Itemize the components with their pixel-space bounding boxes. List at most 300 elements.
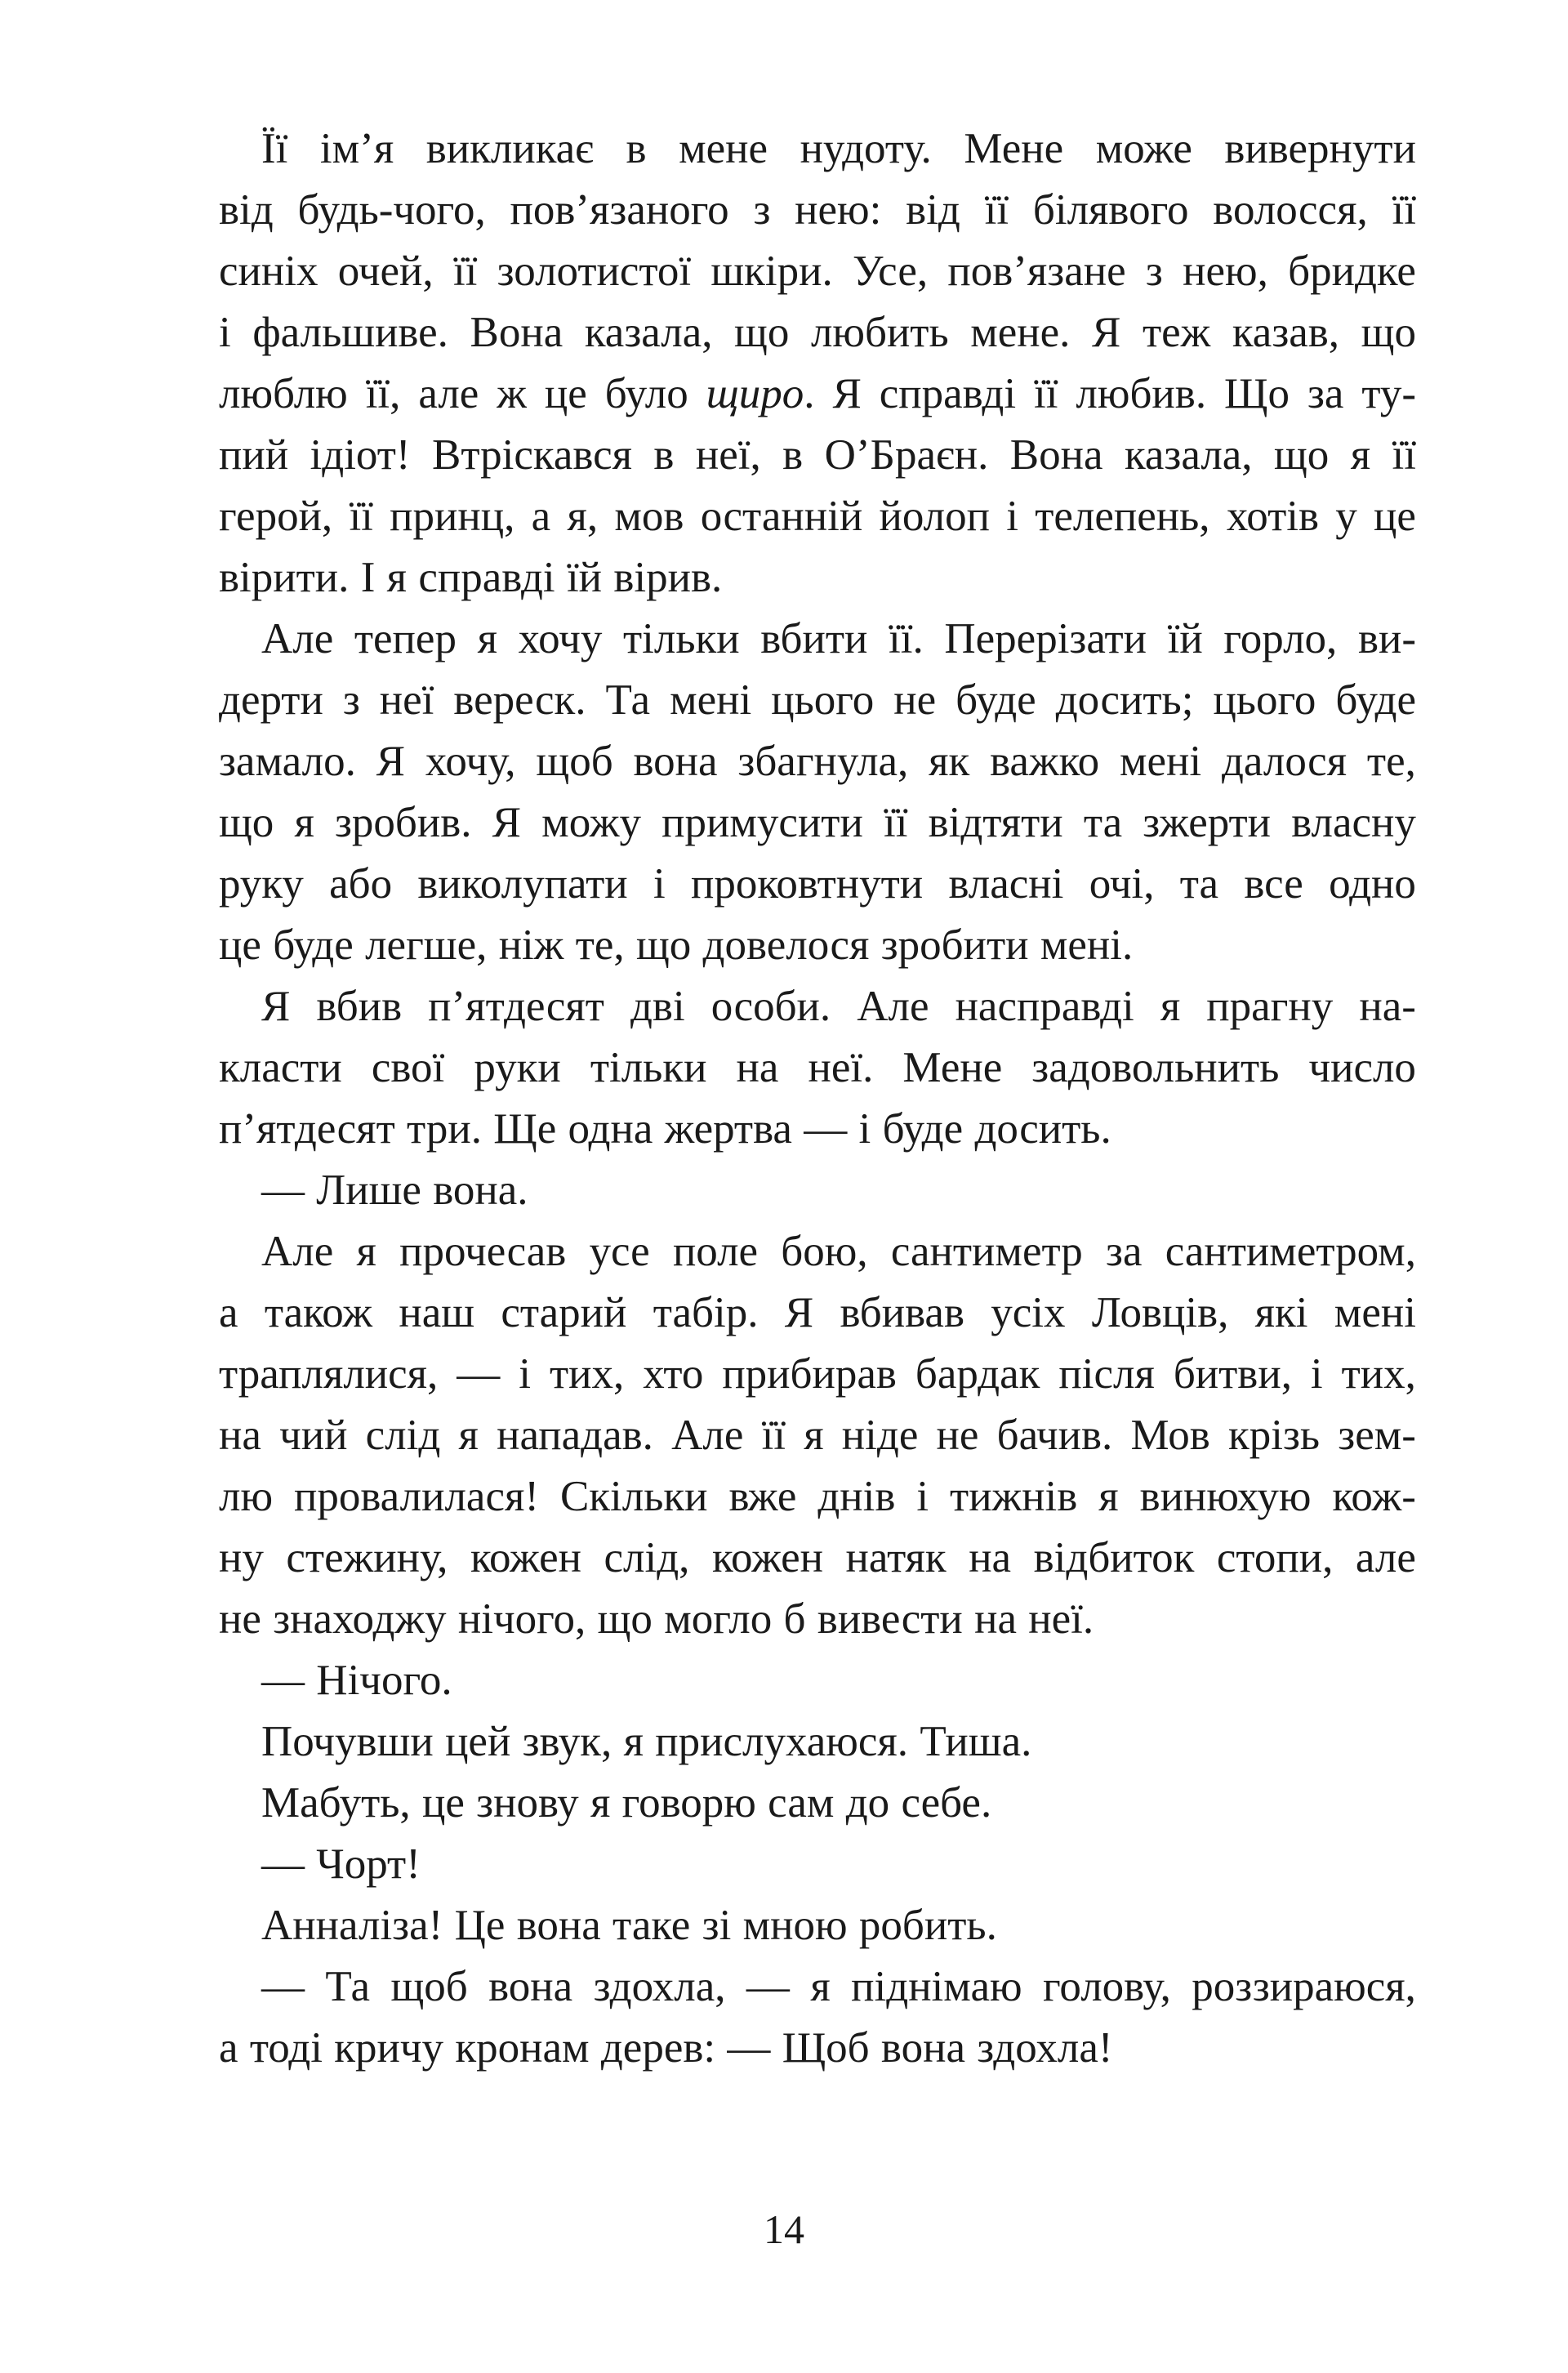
word: лю — [219, 1473, 274, 1520]
word: — — [457, 1350, 501, 1398]
word: любив. — [1076, 370, 1207, 417]
word: бою, — [781, 1228, 868, 1275]
word: те, — [1366, 738, 1416, 785]
word: нападав. — [497, 1412, 653, 1459]
word: казала, — [1124, 431, 1253, 479]
word: насправді — [955, 983, 1134, 1030]
text-line — [219, 180, 1416, 241]
word: кожен — [470, 1534, 581, 1581]
word: це — [544, 370, 587, 417]
word: вона — [633, 738, 718, 785]
text-line — [219, 364, 1416, 425]
word: буде — [1335, 676, 1416, 724]
word: важко — [990, 738, 1100, 785]
word: герой, — [219, 493, 333, 540]
word: кронам — [455, 2024, 590, 2072]
word: Почувши — [261, 1718, 434, 1765]
word: мені — [670, 676, 752, 724]
text-line — [219, 1773, 1416, 1834]
word: до — [845, 1779, 890, 1827]
word: знаходжу — [273, 1595, 447, 1643]
word: ви- — [1357, 615, 1416, 662]
word: Ще — [493, 1105, 557, 1153]
word: її — [761, 1412, 786, 1459]
word: п’ятдесят — [428, 983, 604, 1030]
word: її — [452, 248, 478, 295]
word: люблю — [219, 370, 348, 417]
text-line — [219, 1221, 1416, 1282]
word: тільки — [590, 1044, 707, 1091]
word: казав, — [1232, 309, 1340, 356]
word: за — [1307, 370, 1344, 417]
word: Вона — [470, 309, 564, 356]
word: неї. — [1028, 1595, 1094, 1643]
word: фальшиве. — [252, 309, 448, 356]
word: кричу — [334, 2024, 444, 2072]
word: з — [342, 676, 360, 724]
word: я — [1160, 983, 1181, 1030]
word: вивернути — [1224, 125, 1416, 172]
word: ніж — [498, 921, 564, 969]
word: зі — [702, 1902, 732, 1949]
text-line — [219, 1895, 1416, 1956]
word: і — [519, 1350, 531, 1398]
word: не — [893, 676, 937, 724]
word: я — [1350, 431, 1371, 479]
word: дерев: — [600, 2024, 716, 2072]
text-line — [219, 1037, 1416, 1099]
word: ну — [219, 1534, 264, 1581]
word: вона. — [433, 1166, 528, 1214]
word: хто — [643, 1350, 704, 1398]
word: її — [1392, 186, 1416, 234]
text-line — [219, 1589, 1416, 1650]
word: виколупати — [417, 860, 628, 908]
word: мені — [1334, 1289, 1416, 1336]
word: п’ятдесят — [219, 1105, 395, 1153]
word: справді — [879, 370, 1017, 417]
word: Що — [1224, 370, 1290, 417]
word: прагну — [1206, 983, 1334, 1030]
word: синіх — [219, 248, 318, 295]
word: кожен — [711, 1534, 824, 1581]
word: Перерізати — [944, 615, 1147, 662]
word: я — [623, 1718, 644, 1765]
word: відбиток — [1033, 1534, 1195, 1581]
word: але — [1355, 1534, 1416, 1581]
word: здохла, — [593, 1963, 726, 2010]
word: від — [906, 186, 960, 234]
word: на — [974, 1595, 1017, 1643]
word: дерти — [219, 676, 323, 724]
word: Мене — [902, 1044, 1003, 1091]
word: за — [1106, 1228, 1143, 1275]
text-line — [219, 118, 1416, 180]
word: Мабуть, — [261, 1779, 411, 1827]
text-line — [219, 1711, 1416, 1773]
word: прочесав — [399, 1228, 567, 1275]
text-line — [219, 1650, 1416, 1711]
word: сантиметр — [890, 1228, 1083, 1275]
word: мені. — [1040, 921, 1134, 969]
word: провалилася! — [293, 1473, 539, 1520]
word: я — [356, 1228, 376, 1275]
word: — — [746, 1963, 790, 2010]
text-line — [219, 1528, 1416, 1589]
word: що — [635, 921, 692, 969]
word: Я — [492, 799, 522, 846]
word: казала, — [584, 309, 713, 356]
text-line — [219, 425, 1416, 486]
word: мов — [614, 493, 684, 540]
word: з — [1145, 248, 1163, 295]
word: класти — [219, 1044, 342, 1091]
word: в — [782, 431, 804, 479]
word: могло — [664, 1595, 773, 1643]
word: або — [329, 860, 393, 908]
text-line — [219, 670, 1416, 731]
word: білявого — [1032, 186, 1189, 234]
word: ідіот! — [310, 431, 411, 479]
word: Її — [261, 125, 288, 172]
word: шкіри. — [710, 248, 833, 295]
word: цього — [1213, 676, 1316, 724]
word: викликає — [425, 125, 594, 172]
word: після — [1058, 1350, 1155, 1398]
word: вже — [728, 1473, 797, 1520]
word: її — [1034, 370, 1058, 417]
word: Та — [605, 676, 651, 724]
word: крізь — [1228, 1412, 1321, 1459]
word: буде — [956, 676, 1036, 724]
word: нею: — [795, 186, 882, 234]
word: ніде — [841, 1412, 919, 1459]
word: і — [858, 1105, 871, 1153]
word: і — [916, 1473, 929, 1520]
word: Мене — [964, 125, 1064, 172]
word: пов’язаного — [510, 186, 729, 234]
word: хочу, — [425, 738, 516, 785]
word: неї. — [808, 1044, 874, 1091]
word: я — [590, 1779, 611, 1827]
word: їй — [566, 554, 603, 601]
word: я — [294, 799, 314, 846]
word: старий — [501, 1289, 627, 1336]
text-line — [219, 1834, 1416, 1895]
word: кож- — [1332, 1473, 1416, 1520]
word: щоб — [536, 738, 613, 785]
text-line — [219, 609, 1416, 670]
word: це — [219, 921, 261, 969]
word: вона — [488, 1963, 573, 2010]
word: вона — [880, 2024, 965, 2072]
word: її — [883, 799, 908, 846]
word: телепень, — [1035, 493, 1210, 540]
word: тільки — [622, 615, 740, 662]
word: Ловців, — [1091, 1289, 1229, 1336]
word: Я — [784, 1289, 814, 1336]
word: Втріскався — [431, 431, 632, 479]
word: можу — [541, 799, 642, 846]
word: її — [1392, 431, 1416, 479]
text-line — [219, 2018, 1416, 2079]
word: хочу — [518, 615, 603, 662]
word: усіх — [991, 1289, 1066, 1336]
word: нею, — [1183, 248, 1268, 295]
word: будь-чого, — [297, 186, 486, 234]
word: руки — [474, 1044, 561, 1091]
text-line — [219, 1344, 1416, 1405]
word: що — [734, 309, 790, 356]
word: знову — [476, 1779, 579, 1827]
word: — — [727, 2024, 771, 2072]
word: а — [219, 2024, 238, 2072]
word: Чорт! — [316, 1840, 421, 1888]
word: неї, — [695, 431, 761, 479]
word: які — [1254, 1289, 1308, 1336]
word: з — [753, 186, 771, 234]
text-line — [219, 1160, 1416, 1221]
word: днів — [817, 1473, 896, 1520]
word: І — [360, 554, 376, 601]
word: дві — [630, 983, 685, 1030]
word: свої — [371, 1044, 445, 1091]
word: вона — [516, 1902, 601, 1949]
word: вереск. — [453, 676, 586, 724]
word: відтяти — [928, 799, 1063, 846]
word: прислухаюся. — [655, 1718, 909, 1765]
word: легше, — [365, 921, 488, 969]
body-text — [219, 118, 1416, 2079]
word: очей, — [337, 248, 434, 295]
text-line — [219, 486, 1416, 547]
word: нудоту. — [800, 125, 932, 172]
word: може — [1095, 125, 1192, 172]
word: звук, — [522, 1718, 612, 1765]
word: пий — [219, 431, 289, 479]
text-line — [219, 1099, 1416, 1160]
word: — — [261, 1166, 305, 1214]
word: зробити — [880, 921, 1029, 969]
word: йолоп — [879, 493, 990, 540]
word: Але — [261, 1228, 334, 1275]
word: зем- — [1338, 1412, 1416, 1459]
word: те, — [575, 921, 625, 969]
word: пов’язане — [947, 248, 1126, 295]
word: я — [458, 1412, 479, 1459]
word: і — [1006, 493, 1018, 540]
word: на — [736, 1044, 779, 1091]
word: любить — [810, 309, 949, 356]
word: її. — [889, 615, 924, 662]
word: роззираюся, — [1192, 1963, 1416, 2010]
word: у — [1335, 493, 1357, 540]
word: Я — [376, 738, 406, 785]
word: три. — [407, 1105, 482, 1153]
word: задовольнить — [1031, 1044, 1280, 1091]
word: я — [477, 615, 497, 662]
word: не — [219, 1595, 261, 1643]
word: бридке — [1288, 248, 1416, 295]
word: довелося — [702, 921, 870, 969]
word: тижнів — [950, 1473, 1078, 1520]
text-line — [219, 792, 1416, 854]
word: вбив — [316, 983, 403, 1030]
word: ім’я — [319, 125, 394, 172]
word: збагнула, — [737, 738, 909, 785]
text-line — [219, 302, 1416, 364]
word: голову, — [1043, 1963, 1171, 2010]
word: їй — [1167, 615, 1203, 662]
word: слід — [365, 1412, 441, 1459]
word: справді — [418, 554, 555, 601]
word: буде — [273, 921, 354, 969]
word: досить; — [1055, 676, 1194, 724]
word: чий — [279, 1412, 348, 1459]
word: Я — [1092, 309, 1121, 356]
word: і — [1310, 1350, 1323, 1398]
word: я — [804, 1412, 824, 1459]
word: бачив. — [996, 1412, 1113, 1459]
word: також — [264, 1289, 373, 1336]
word: Вона — [1009, 431, 1103, 479]
word: і — [219, 309, 231, 356]
word: піднімаю — [851, 1963, 1022, 2010]
word: Тиша. — [920, 1718, 1032, 1765]
text-line — [219, 241, 1416, 302]
text-line — [219, 1282, 1416, 1344]
word: золотистої — [497, 248, 692, 295]
word: на — [219, 1412, 261, 1459]
word: число — [1308, 1044, 1416, 1091]
word: Та — [325, 1963, 371, 2010]
word: О’Браєн. — [824, 431, 989, 479]
word: це — [1374, 493, 1416, 540]
word: її, — [365, 370, 401, 417]
word: прибирав — [722, 1350, 897, 1398]
word: проковтнути — [690, 860, 924, 908]
word: ту- — [1361, 370, 1416, 417]
word: власні — [948, 860, 1064, 908]
word: — — [804, 1105, 848, 1153]
word: Я — [832, 370, 862, 417]
text-line — [219, 915, 1416, 976]
text-line — [219, 1466, 1416, 1528]
text-line — [219, 547, 1416, 609]
word: далося — [1221, 738, 1348, 785]
word: тих, — [549, 1350, 625, 1398]
word: битви, — [1173, 1350, 1292, 1398]
word: було — [604, 370, 688, 417]
word: я — [810, 1963, 831, 2010]
word: на- — [1359, 983, 1416, 1030]
word: від — [219, 186, 274, 234]
word: неї — [379, 676, 434, 724]
word: теж — [1142, 309, 1211, 356]
word: особи. — [710, 983, 831, 1030]
word: щоб — [390, 1963, 468, 2010]
word: зжерти — [1143, 799, 1272, 846]
word: жертва — [664, 1105, 792, 1153]
word: що — [597, 1595, 653, 1643]
word: Я — [261, 983, 291, 1030]
word: слід, — [604, 1534, 690, 1581]
word: Лише — [316, 1166, 421, 1214]
word: мене. — [970, 309, 1071, 356]
word: буде — [882, 1105, 964, 1153]
text-line — [219, 976, 1416, 1037]
word: досить. — [974, 1105, 1111, 1153]
word: все — [1244, 860, 1303, 908]
word: і — [653, 860, 666, 908]
word: натяк — [845, 1534, 947, 1581]
word: тих, — [1341, 1350, 1416, 1398]
word: одна — [568, 1105, 653, 1153]
page-number: 14 — [764, 2206, 804, 2252]
word: останній — [700, 493, 863, 540]
word: мене — [679, 125, 768, 172]
word: усе — [589, 1228, 650, 1275]
word: вбивав — [840, 1289, 964, 1336]
word: примусити — [662, 799, 863, 846]
word: що — [219, 799, 274, 846]
word: а — [531, 493, 551, 540]
word: цього — [771, 676, 875, 724]
word: нічого, — [457, 1595, 586, 1643]
word: — — [261, 1963, 305, 2010]
word: сам — [768, 1779, 835, 1827]
text-line — [219, 854, 1416, 915]
word: Щоб — [782, 2024, 870, 2072]
word: вірив. — [613, 554, 723, 601]
word: наш — [399, 1289, 475, 1336]
word: руку — [219, 860, 304, 908]
word: стопи, — [1216, 1534, 1334, 1581]
word: б — [783, 1595, 806, 1643]
word: її — [349, 493, 373, 540]
text-line — [219, 1956, 1416, 2018]
word: щиро. — [706, 370, 815, 417]
word: зробив. — [334, 799, 472, 846]
word: очі, — [1089, 860, 1155, 908]
word: табір. — [653, 1289, 759, 1336]
word: Скільки — [559, 1473, 708, 1520]
word: Але — [261, 615, 334, 662]
word: що — [1273, 431, 1330, 479]
text-line — [219, 731, 1416, 792]
word: — — [261, 1840, 305, 1888]
word: як — [929, 738, 970, 785]
word: але — [418, 370, 479, 417]
word: робить. — [858, 1902, 997, 1949]
word: що — [1361, 309, 1416, 356]
word: здохла! — [977, 2024, 1113, 2072]
word: себе. — [901, 1779, 992, 1827]
word: власну — [1291, 799, 1416, 846]
word: принц, — [390, 493, 515, 540]
word: мені — [1119, 738, 1202, 785]
word: Мов — [1130, 1412, 1210, 1459]
word: замало. — [219, 738, 356, 785]
word: на — [969, 1534, 1012, 1581]
word: горло, — [1223, 615, 1338, 662]
word: та — [1083, 799, 1123, 846]
word: говорю — [621, 1779, 756, 1827]
word: це — [421, 1779, 465, 1827]
word: вбити — [760, 615, 868, 662]
word: одно — [1329, 860, 1416, 908]
word: вивести — [817, 1595, 963, 1643]
